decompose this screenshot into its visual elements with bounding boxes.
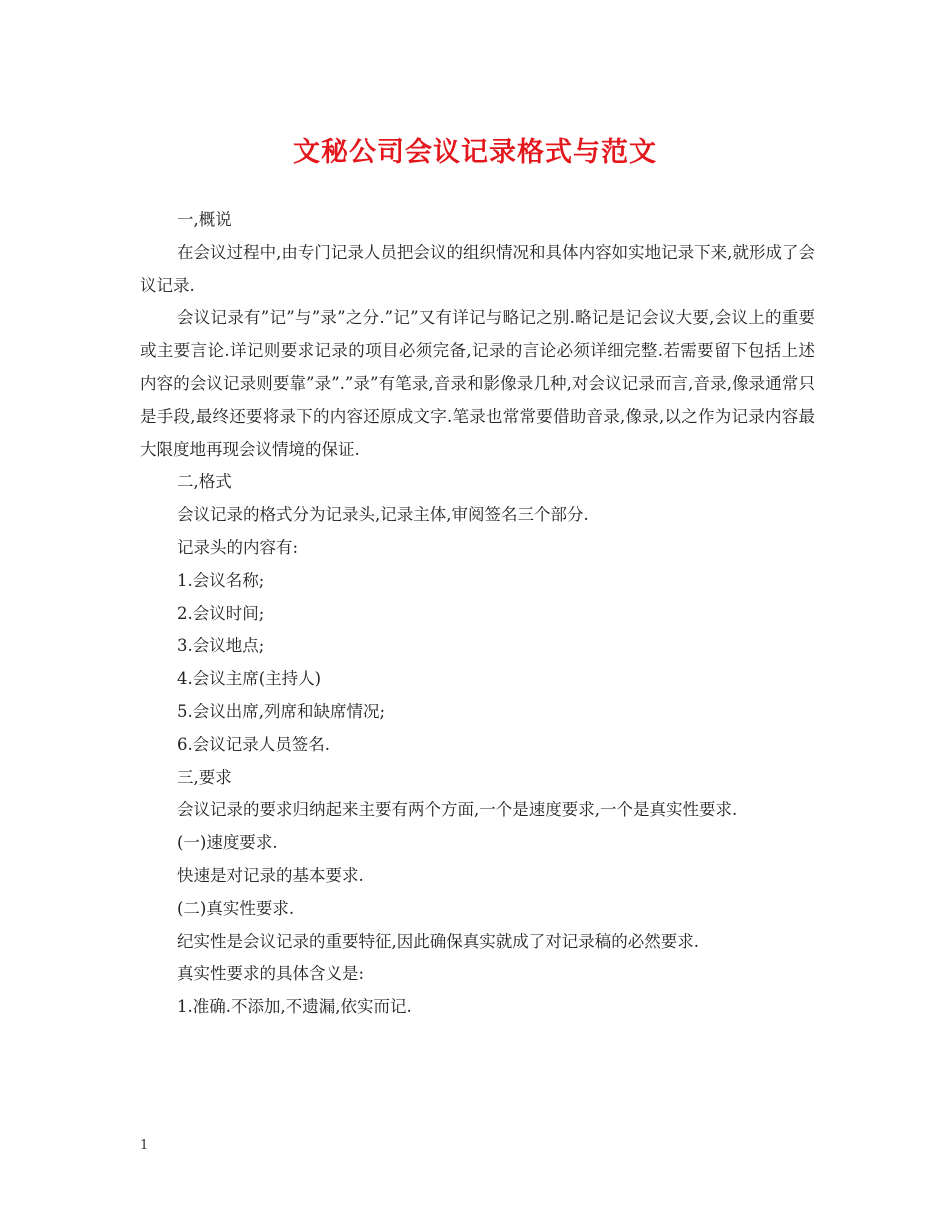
page-number: 1 — [140, 1138, 149, 1153]
document-title: 文秘公司会议记录格式与范文 — [293, 137, 657, 168]
document-body — [140, 204, 815, 1024]
section-heading-format: 二,格式 — [177, 472, 232, 492]
subheading-authenticity: (二)真实性要求. — [177, 898, 295, 918]
list-item: 6.会议记录人员签名. — [177, 734, 330, 754]
list-item: 2.会议时间; — [177, 603, 265, 623]
paragraph-authenticity-meaning: 真实性要求的具体含义是: — [177, 964, 365, 984]
list-item: 4.会议主席(主持人) — [177, 669, 322, 689]
paragraph-speed: 快速是对记录的基本要求. — [177, 865, 364, 885]
list-item: 3.会议地点; — [177, 636, 265, 656]
paragraph-format-parts: 会议记录的格式分为记录头,记录主体,审阅签名三个部分. — [177, 505, 589, 525]
paragraph-authenticity: 纪实性是会议记录的重要特征,因此确保真实就成了对记录稿的必然要求. — [177, 931, 699, 951]
subheading-speed: (一)速度要求. — [177, 833, 278, 853]
paragraph-header-contents: 记录头的内容有: — [177, 537, 299, 557]
section-heading-overview: 一,概说 — [177, 210, 232, 229]
list-item: 1.准确.不添加,不遗漏,依实而记. — [177, 997, 412, 1017]
paragraph-requirements-summary: 会议记录的要求归纳起来主要有两个方面,一个是速度要求,一个是真实性要求. — [177, 800, 738, 820]
paragraph-record-types: 会议记录有”记”与”录”之分.”记”又有详记与略记之别.略记是记会议大要,会议上的重要或主要言论.详记则要求记录的项目必须完备,记录的言论必须详细完整.若需要留下包括上述内容的会议记录则要靠”录”.”录”有笔录,音录和影像录几种,对会议记录而言,音录,像录通常只是手段,最终还要将录下的内容还原成文字.笔录也常常要借助音录,像录,以之作为记录内容最大限度地再现会议情境的保证. — [140, 308, 815, 459]
paragraph-definition: 在会议过程中,由专门记录人员把会议的组织情况和具体内容如实地记录下来,就形成了会议记录. — [140, 242, 815, 295]
section-heading-requirements: 三,要求 — [177, 767, 232, 787]
list-item: 1.会议名称; — [177, 570, 265, 590]
list-item: 5.会议出席,列席和缺席情况; — [177, 701, 386, 721]
